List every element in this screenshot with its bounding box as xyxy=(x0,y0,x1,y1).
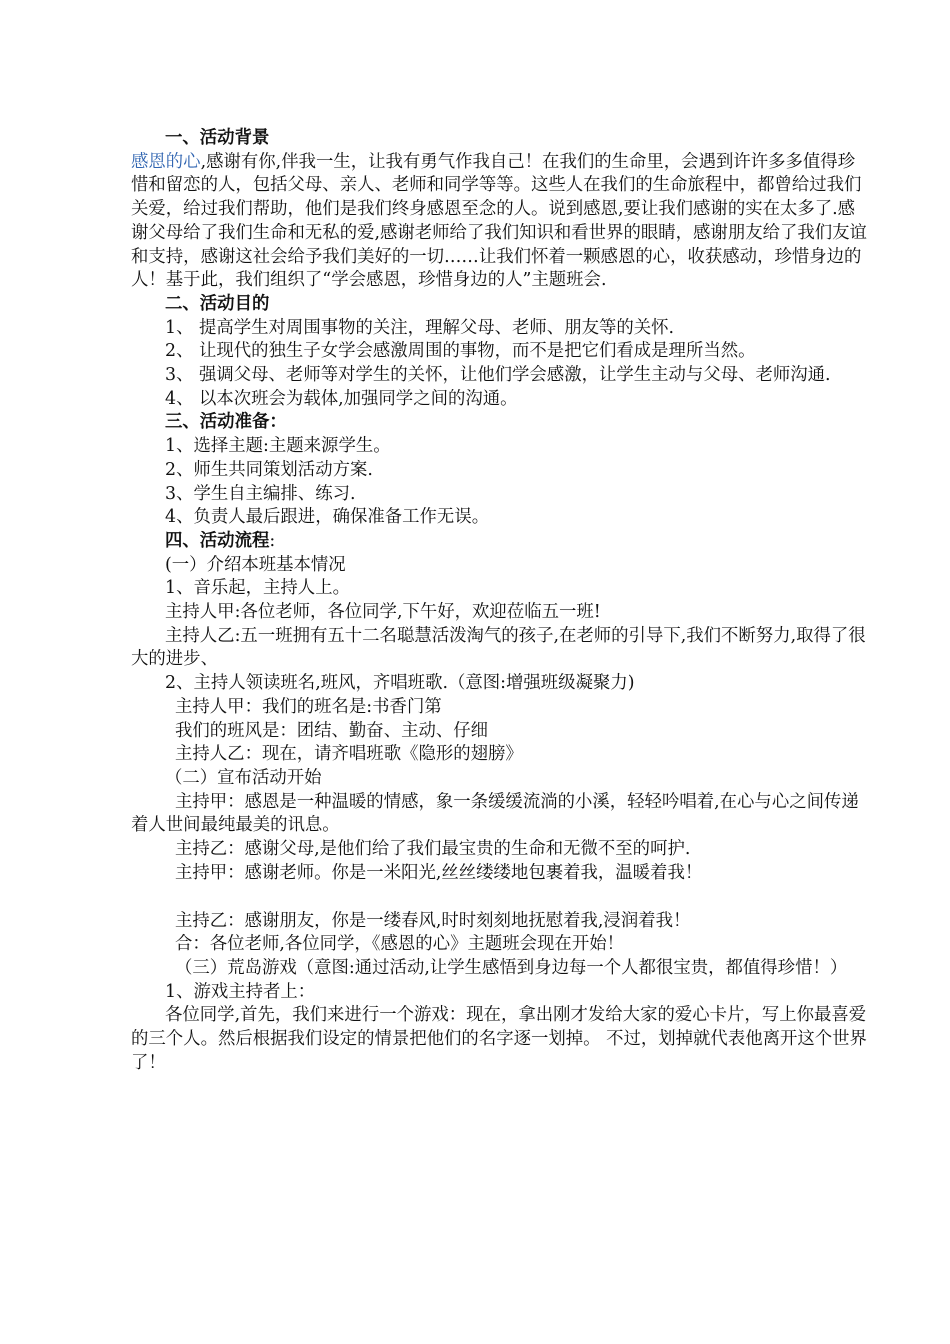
flow-paragraph: （二）宣布活动开始 xyxy=(165,767,322,788)
goal-item: 2、 让现代的独生子女学会感激周围的事物，而不是把它们看成是理所当然。 xyxy=(165,341,756,362)
flow-paragraph: 主持甲：感谢老师。你是一米阳光,丝丝缕缕地包裹着我，温暖着我！ xyxy=(175,862,703,883)
flow-paragraph: 2、主持人领读班名,班风，齐唱班歌.（意图:增强班级凝聚力) xyxy=(165,673,635,694)
heading-background: 一、活动背景 xyxy=(165,128,270,148)
heading-preparation: 三、活动准备： xyxy=(165,412,287,433)
flow-paragraph: 我们的班风是：团结、勤奋、主动、仔细 xyxy=(175,720,489,741)
flow-paragraph: 各位同学,首先，我们来进行一个游戏：现在，拿出刚才发给大家的爱心卡片，写上你最喜爱的三个人。然后根据我们设定的情景把他们的名字逐一划掉。 不过，划掉就代表他离开这个世界了！ xyxy=(131,1005,867,1073)
flow-paragraph: 合：各位老师,各位同学，《感恩的心》主题班会现在开始！ xyxy=(175,934,624,955)
flow-paragraph: 主持乙：感谢父母,是他们给了我们最宝贵的生命和无微不至的呵护. xyxy=(175,839,691,860)
flow-paragraph: （三）荒岛游戏（意图:通过活动,让学生感悟到身边每一个人都很宝贵，都值得珍惜！） xyxy=(175,957,848,978)
flow-paragraph: 主持人甲：我们的班名是:书香门第 xyxy=(175,696,442,717)
heading-goals: 二、活动目的 xyxy=(165,293,270,314)
flow-paragraph: 主持人乙:五一班拥有五十二名聪慧活泼淘气的孩子,在老师的引导下,我们不断努力,取得了很大的进步、 xyxy=(131,625,866,670)
heading-flow-colon: : xyxy=(269,530,276,551)
flow-paragraph: (一）介绍本班基本情况 xyxy=(165,554,346,575)
background-text: ,感谢有你,伴我一生，让我有勇气作我自己！在我们的生命里，会遇到许许多多值得珍惜和留恋的人，包括父母、亲人、老师和同学等等。这些人在我们的生命旅程中，都曾给过我们关爱，给过我们帮助，他们是我们终身感恩至念的人。说到感恩,要让我们感谢的实在太多了.感谢父母给了我们生命和无私的爱,感谢老师给了我们知识和看世界的眼睛，感谢朋友给了我们友谊和支持，感谢这社会给予我们美好的一切……让我们怀着一颗感恩的心，收获感动，珍惜身边的人！基于此，我们组织了“学会感恩，珍惜身边的人”主题班会. xyxy=(131,151,867,291)
goal-item: 1、 提高学生对周围事物的关注，理解父母、老师、朋友等的关怀. xyxy=(165,317,675,338)
prep-item: 1、选择主题:主题来源学生。 xyxy=(165,436,391,457)
goal-item: 3、 强调父母、老师等对学生的关怀，让他们学会感激，让学生主动与父母、老师沟通. xyxy=(165,365,831,386)
blank-line xyxy=(131,886,871,910)
prep-item: 4、负责人最后跟进，确保准备工作无误。 xyxy=(165,507,490,528)
goal-item: 4、 以本次班会为载体,加强同学之间的沟通。 xyxy=(165,388,518,409)
flow-paragraph: 主持甲：感恩是一种温暖的情感，象一条缓缓流淌的小溪，轻轻吟唱着,在心与心之间传递着人世间最纯最美的讯息。 xyxy=(131,791,859,836)
prep-item: 2、师生共同策划活动方案. xyxy=(165,459,373,480)
flow-paragraph: 主持人甲:各位老师，各位同学,下午好，欢迎莅临五一班! xyxy=(165,602,601,623)
background-paragraph xyxy=(131,151,871,293)
document-body xyxy=(131,127,871,1075)
flow-paragraph: 1、游戏主持者上： xyxy=(165,981,316,1002)
heading-flow: 四、活动流程 xyxy=(165,530,270,551)
flow-paragraph: 主持乙：感谢朋友，你是一缕春风,时时刻刻地抚慰着我,浸润着我！ xyxy=(175,910,691,931)
flow-paragraph: 主持人乙：现在，请齐唱班歌《隐形的翅膀》 xyxy=(175,744,523,765)
flow-paragraph: 1、音乐起，主持人上。 xyxy=(165,578,350,599)
heading-flow-line xyxy=(131,530,871,554)
song-title-link[interactable]: 感恩的心 xyxy=(131,151,201,172)
prep-item: 3、学生自主编排、练习. xyxy=(165,483,356,504)
